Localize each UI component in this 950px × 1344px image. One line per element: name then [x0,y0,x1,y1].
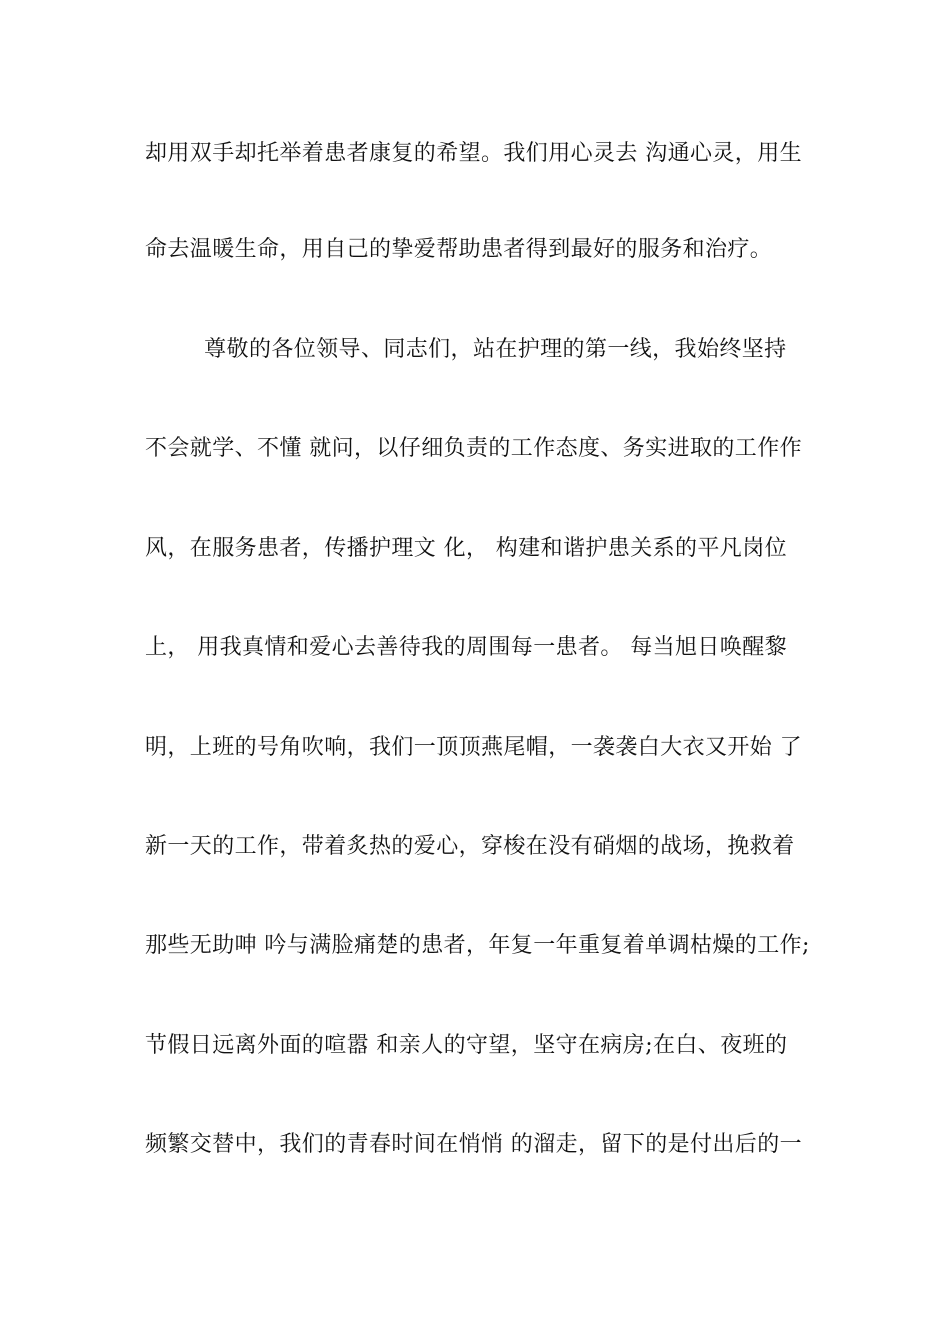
paragraph-line-4: 不会就学、不懂 就问，以仔细负责的工作态度、务实进取的工作作 [145,436,802,461]
paragraph-line-1: 却用双手却托举着患者康复的希望。我们用心灵去 沟通心灵，用生 [145,141,802,166]
paragraph-line-2: 命去温暖生命，用自己的挚爱帮助患者得到最好的服务和治疗。 [145,237,773,262]
paragraph-line-11: 频繁交替中，我们的青春时间在悄悄 的溜走，留下的是付出后的一 [145,1132,802,1157]
paragraph-line-5: 风，在服务患者，传播护理文 化， 构建和谐护患关系的平凡岗位 [145,536,787,561]
paragraph-line-6: 上， 用我真情和爱心去善待我的周围每一患者。 每当旭日唤醒黎 [145,635,787,660]
paragraph-line-8: 新一天的工作，带着炙热的爱心，穿梭在没有硝烟的战场，挽救着 [145,834,795,859]
paragraph-line-3: 尊敬的各位领导、同志们，站在护理的第一线，我始终坚持 [145,337,787,362]
paragraph-line-9: 那些无助呻 吟与满脸痛楚的患者，年复一年重复着单调枯燥的工作; [145,933,810,958]
paragraph-line-7: 明，上班的号角吹响，我们一顶顶燕尾帽，一袭袭白大衣又开始 了 [145,735,802,760]
paragraph-line-10: 节假日远离外面的喧嚣 和亲人的守望，坚守在病房;在白、夜班的 [145,1033,788,1058]
